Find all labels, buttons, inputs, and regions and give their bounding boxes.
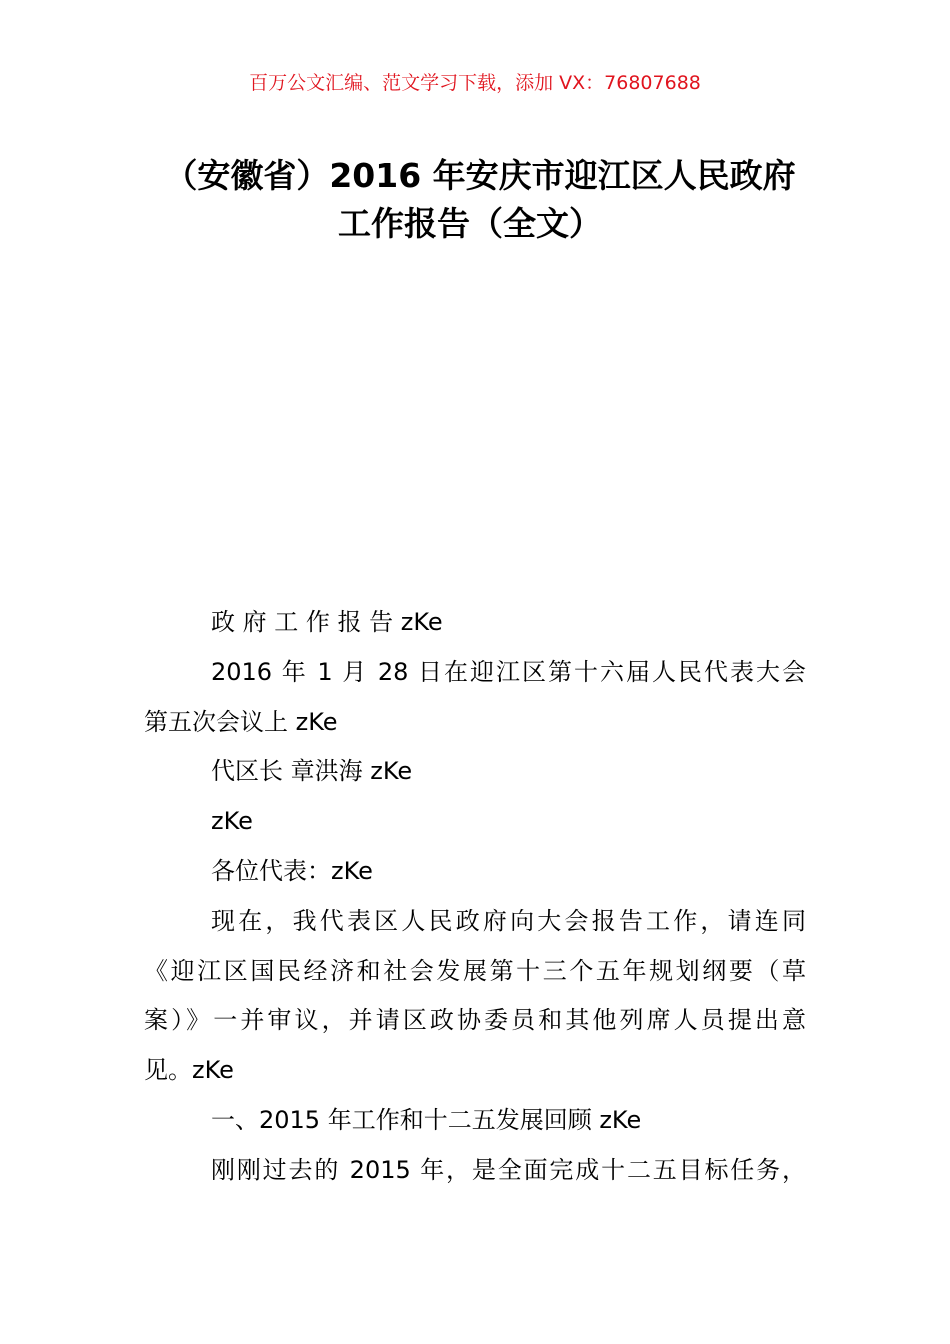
body-text-line: zKe xyxy=(211,807,253,836)
body-text-line: 各位代表：zKe xyxy=(211,856,373,885)
body-text-line: 第五次会议上 zKe xyxy=(144,707,338,736)
body-text-line: 一、2015 年工作和十二五发展回顾 zKe xyxy=(211,1105,642,1134)
body-text-line: 现在，我代表区人民政府向大会报告工作，请连同 xyxy=(211,906,806,935)
body-text-line: 刚刚过去的 2015 年，是全面完成十二五目标任务， xyxy=(211,1155,806,1184)
body-text-line: 代区长 章洪海 zKe xyxy=(211,757,413,786)
document-title-line-1: （安徽省）2016 年安庆市迎江区人民政府 xyxy=(164,156,796,195)
body-text-line: 2016 年 1 月 28 日在迎江区第十六届人民代表大会 xyxy=(211,657,806,686)
body-text-line: 政 府 工 作 报 告 zKe xyxy=(211,608,443,636)
body-text-line: 案）》一并审议，并请区政协委员和其他列席人员提出意 xyxy=(144,1006,806,1035)
watermark-header: 百万公文汇编、范文学习下载，添加 VX：76807688 xyxy=(249,72,701,94)
body-text-line: 《迎江区国民经济和社会发展第十三个五年规划纲要（草 xyxy=(144,956,806,985)
document-title-line-2: 工作报告（全文） xyxy=(338,204,602,243)
body-text-line: 见。zKe xyxy=(144,1056,234,1085)
document-body xyxy=(144,603,806,1201)
